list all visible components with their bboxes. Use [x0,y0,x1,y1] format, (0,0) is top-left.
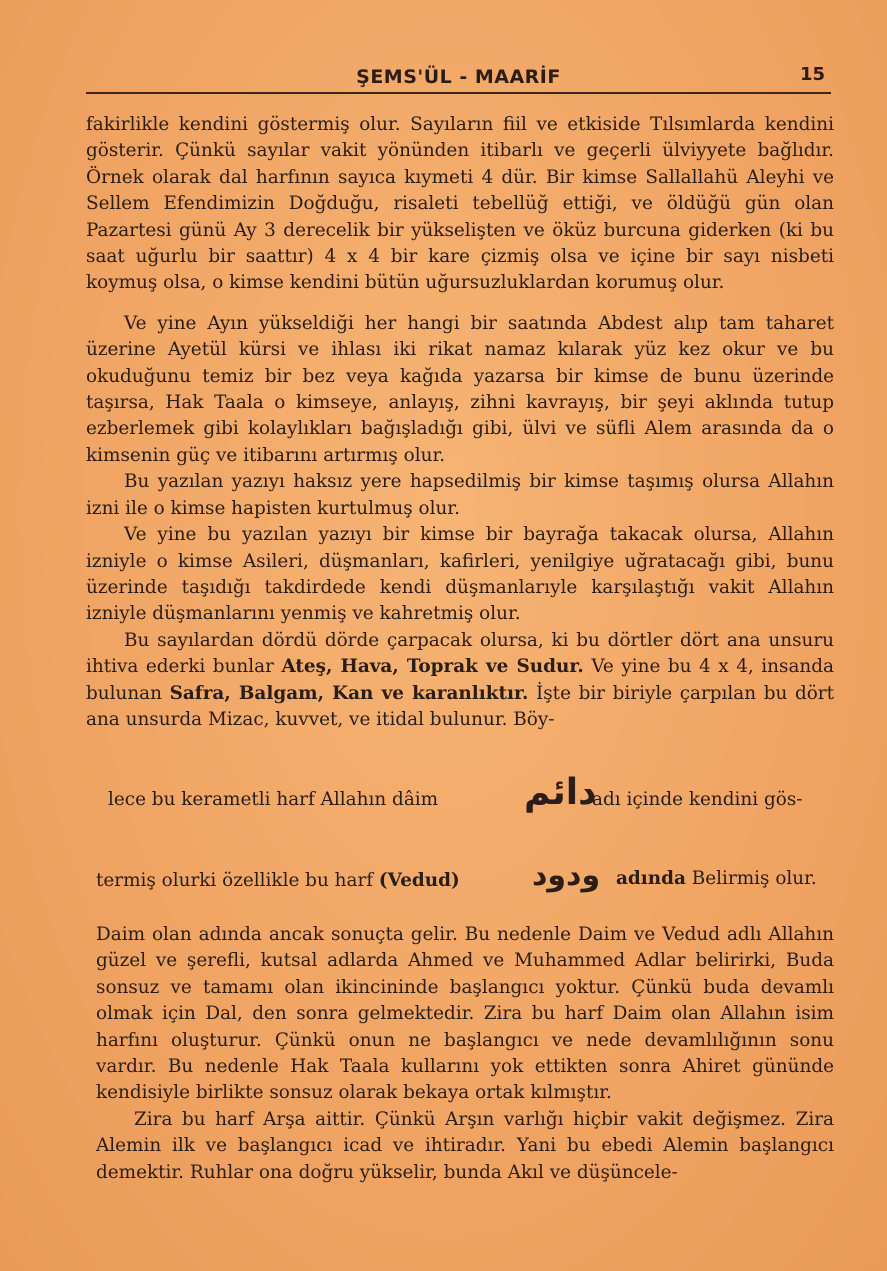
humors-list: Safra, Balgam, Kan ve karanlıktır. [169,682,529,704]
arabic-vedud-word: ودود [532,858,601,893]
paragraph-2: Ve yine Ayın yükseldiği her hangi bir saatında Abdest alıp tam taharet üzerine Ayetül kürsi ve ihlası iki rikat namaz kılarak yüz kez okur ve bu okuduğunu temiz bir bez veya kağıda yazarsa bir kimse de bunu üzerinde taşırsa, Hak Taala o kimseye, anlayış, zihni kavrayış, bir şeyi aklında tutup ezberlemek gibi kolaylıkları bağışladığı gibi, ülvi ve süfli Alem arasında da o kimsenin güç ve itibarını artırmış olur. [86,312,834,466]
paragraph-5-end: İşte bir biriyle çarpılan bu dört ana unsurda Mizac, kuvvet, ve itidal bulunur. Böy- [86,682,834,730]
paragraph-5-start: Bu sayılardan dördü dörde çarpacak olursa, ki bu dörtler dört ana unsuru ihtiva ederki bunlar [86,629,834,678]
paragraph-3: Bu yazılan yazıyı haksız yere hapsedilmiş bir kimse taşımış olursa Allahın izni ile o kimse hapisten kurtulmuş olur. [86,471,834,519]
paragraph-6: Daim olan adında ancak sonuçta gelir. Bu nedenle Daim ve Vedud adlı Allahın güzel ve şerefli, kutsal adlarda Ahmed ve Muhammed Adlar belirirki, Buda sonsuz ve tamamı olan ikincininde başlangıcı yoktur. Çünkü buda devamlı olmak için Dal, den sonra gelmektedir. Zira bu harf Daim olan Allahın isim harfını oluşturur. Çünkü onun ne başlangıcı ve nede devamlılığının sonu vardır. Bu nedenle Hak Taala kullarını yok ettikten sonra Ahiret gününde kendisiyle birlikte sonsuz olarak bekaya ortak kılmıştır. [96,924,834,1104]
vedud-label: (Vedud) [378,870,460,891]
paragraph-1: fakirlikle kendini göstermiş olur. Sayıların fiil ve etkiside Tılsımlarda kendini gösterir. Çünkü sayılar vakit yönünden itibarlı ve geçerli ülviyyete bağlıdır. Örnek olarak dal harfının sayıca kıymeti 4 dür. Bir kimse Sallallahü Aleyhi ve Sellem Efendimizin Doğduğu, risaleti tebellüğ ettiği, ve öldüğü gün olan Pazartesi günü Ay 3 derecelik bir yükselişten ve öküz burcuna giderken (ki bu saat uğurlu bir saattır) 4 x 4 bir kare çizmiş olsa ve içine bir sayı nisbeti koymuş olsa, o kimse kendini bütün uğursuzluklardan korumuş olur. [86,114,834,294]
paragraph-5-mid: Ve yine bu 4 x 4, insanda bulunan [86,656,834,704]
page-body-lower [86,922,834,1186]
page-number: 15 [799,64,825,85]
vedud-line [96,870,460,891]
vedud-line-left: termiş olurki özellikle bu harf [96,870,374,891]
paragraph-7: Zira bu harf Arşa aittir. Çünkü Arşın varlığı hiçbir vakit değişmez. Zira Alemin ilk ve başlangıcı icad ve ihtiradır. Yani bu ebedi Alemin başlangıcı demektir. Ruhlar ona doğru yükselir, bunda Akıl ve düşüncele- [96,1108,834,1183]
page-header [86,62,831,94]
vedud-adinda: adında [616,868,686,889]
paragraph-5 [86,628,834,734]
page-body [86,112,834,733]
daim-line-left: lece bu kerametli harf Allahın dâim [108,789,439,810]
paragraph-4: Ve yine bu yazılan yazıyı bir kimse bir bayrağa takacak olursa, Allahın izniyle o kimse Asileri, düşmanları, kafirleri, yenilgiye uğratacağı gibi, bunu üzerinde taşıdığı takdirdede kendi düşmanlarıyle karşılaştığı vakit Allahın izniyle düşmanlarını yenmiş ve kahretmiş olur. [86,524,834,625]
vedud-line-right [616,868,817,889]
daim-line-right: adı içinde kendini gös- [592,789,803,810]
vedud-line-end: Belirmiş olur. [691,868,817,889]
arabic-daim-word: دائم [524,772,597,813]
elements-list: Ateş, Hava, Toprak ve Sudur. [281,656,584,678]
running-title: ŞEMS'ÜL - MAARİF [356,66,561,88]
